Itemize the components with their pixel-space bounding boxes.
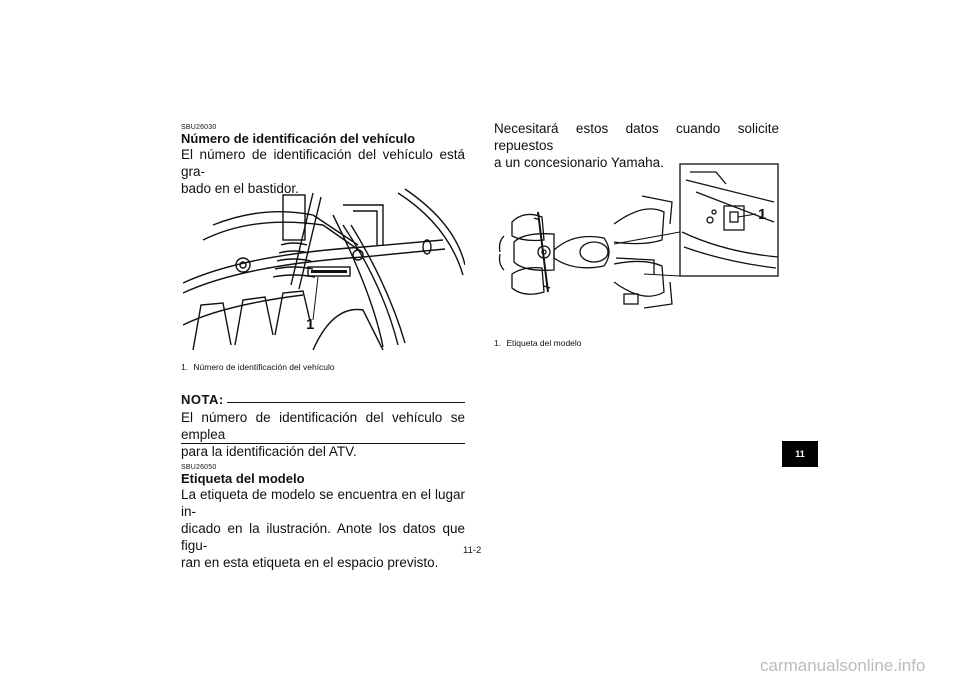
- vin-figure: [183, 185, 465, 350]
- vin-line-1: El número de identificación del vehículo está gra-: [181, 147, 465, 179]
- nota-line-2: para la identificación del ATV.: [181, 444, 357, 459]
- model-line-3: ran en esta etiqueta en el espacio previsto.: [181, 555, 439, 570]
- heading-model-label: Etiqueta del modelo: [181, 471, 305, 486]
- model-paragraph: [181, 486, 465, 571]
- nota-rule-bottom: [181, 443, 465, 444]
- model-line-1: La etiqueta de modelo se encuentra en el lugar in-: [181, 487, 465, 519]
- vin-line-2: bado en el bastidor.: [181, 181, 299, 196]
- section-code-model: SBU26050: [181, 464, 217, 471]
- model-figure-callout: 1: [758, 206, 767, 223]
- nota-rule-top: [227, 402, 465, 403]
- model-caption-number: 1.: [494, 338, 502, 348]
- model-caption-text: Etiqueta del modelo: [506, 338, 582, 348]
- nota-box: [181, 392, 465, 460]
- model-label-figure: [494, 162, 780, 327]
- vin-caption-text: Número de identificación del vehículo: [193, 362, 335, 372]
- section-code-vin: SBU26030: [181, 124, 217, 131]
- footer-watermark: carmanualsonline.info: [760, 656, 926, 675]
- heading-vin: Número de identificación del vehículo: [181, 131, 416, 146]
- chapter-tab: 11: [782, 441, 818, 467]
- nota-line-1: El número de identificación del vehículo se emplea: [181, 410, 465, 442]
- model-caption: [494, 338, 582, 348]
- nota-title: NOTA:: [181, 392, 224, 407]
- page-number: 11-2: [463, 545, 482, 556]
- nota-text: [181, 409, 465, 460]
- vin-caption-number: 1.: [181, 362, 189, 372]
- vin-figure-callout: 1: [306, 316, 315, 333]
- right-line-1: Necesitará estos datos cuando solicite repuestos: [494, 121, 779, 153]
- right-line-2: a un concesionario Yamaha.: [494, 155, 664, 170]
- model-line-2: dicado en la ilustración. Anote los datos que figu-: [181, 521, 465, 553]
- vin-caption: [181, 362, 335, 372]
